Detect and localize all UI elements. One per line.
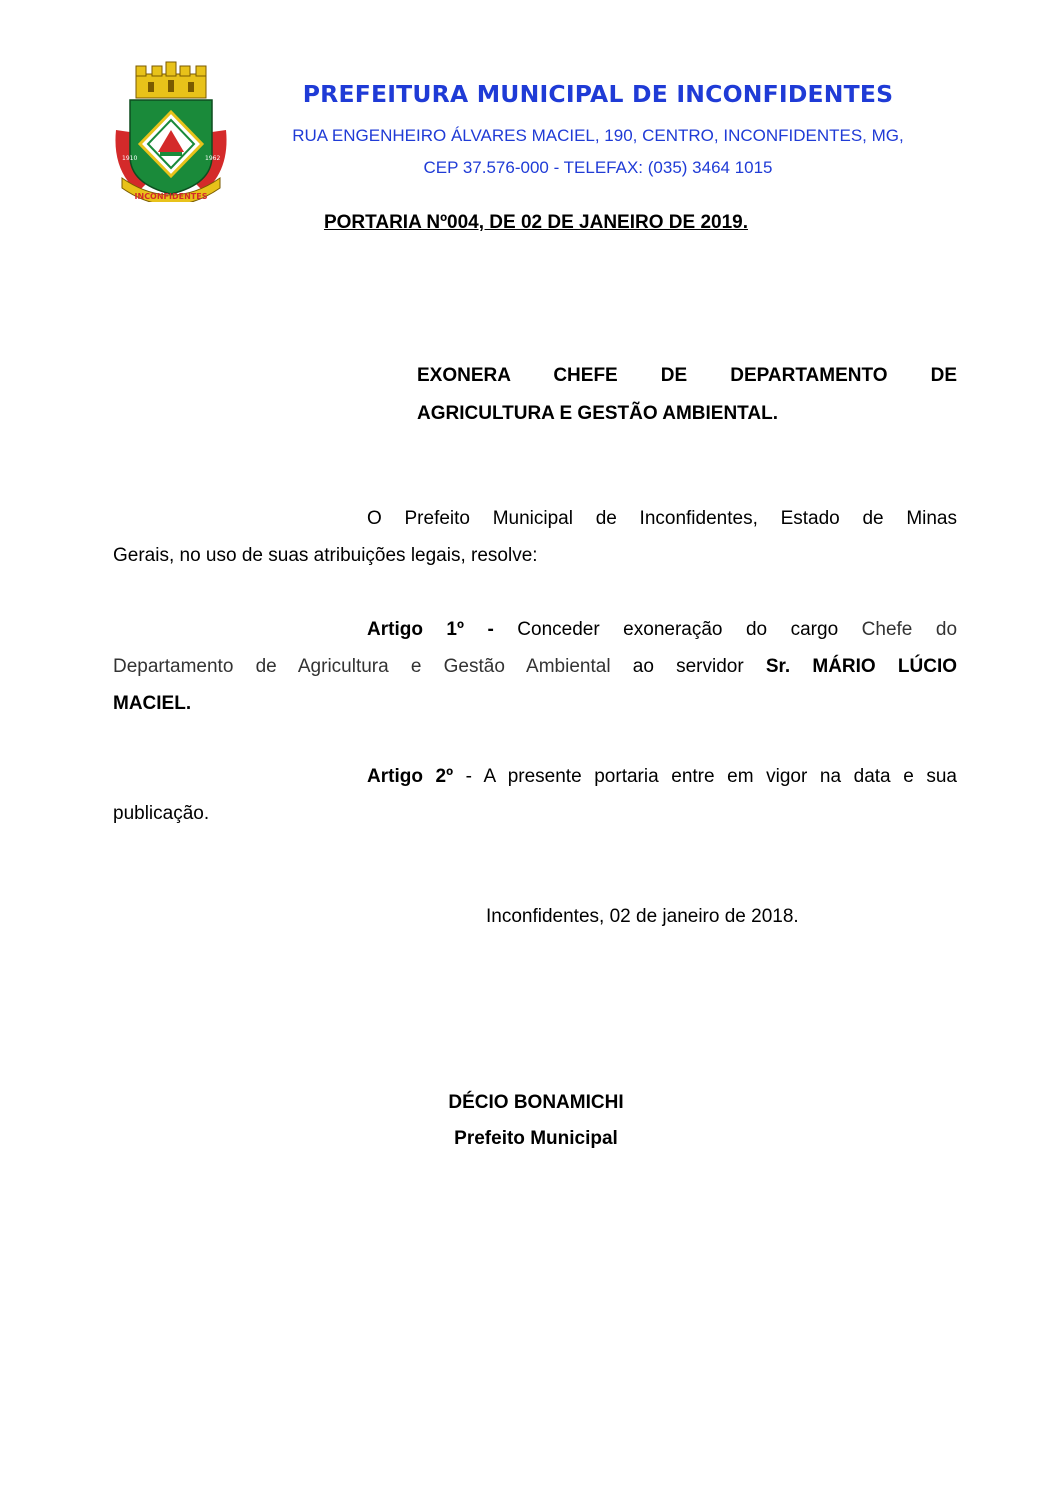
article-1-name-1: Sr. MÁRIO LÚCIO bbox=[765, 656, 957, 677]
crest-year-left: 1910 bbox=[122, 155, 138, 162]
article-1-label: Artigo 1º - bbox=[367, 619, 494, 640]
header-address: RUA ENGENHEIRO ÁLVARES MACIEL, 190, CENTRO, INCONFIDENTES, MG, bbox=[292, 126, 904, 145]
article-1-paragraph bbox=[113, 611, 957, 722]
place-date: Inconfidentes, 02 de janeiro de 2018. bbox=[486, 906, 799, 927]
article-2-paragraph bbox=[113, 758, 957, 832]
header-title: PREFEITURA MUNICIPAL DE INCONFIDENTES bbox=[302, 80, 894, 108]
crest-year-right: 1962 bbox=[205, 155, 221, 162]
article-1-text-1: Conceder exoneração do cargo bbox=[517, 619, 839, 640]
signer-name: DÉCIO BONAMICHI bbox=[448, 1092, 624, 1113]
article-2-text-1: - A presente portaria entre em vigor na data e sua bbox=[465, 766, 957, 787]
preamble-line-2: Gerais, no uso de suas atribuições legais, resolve: bbox=[113, 545, 538, 566]
ementa bbox=[417, 357, 957, 433]
crest-ribbon-text: INCONFIDENTES bbox=[134, 192, 208, 201]
article-2-line-2: publicação. bbox=[113, 803, 210, 824]
article-2-label: Artigo 2º bbox=[367, 766, 454, 787]
article-1-name-2: MACIEL. bbox=[113, 693, 192, 714]
article-1-line-2 bbox=[113, 648, 957, 685]
article-2-line-1 bbox=[113, 758, 957, 795]
preamble-paragraph bbox=[113, 500, 957, 574]
header-cep-phone: CEP 37.576-000 - TELEFAX: (035) 3464 1015 bbox=[423, 158, 773, 177]
portaria-title: PORTARIA Nº004, DE 02 DE JANEIRO DE 2019. bbox=[323, 212, 749, 233]
article-1-line-1 bbox=[113, 611, 957, 648]
preamble-line-1: O Prefeito Municipal de Inconfidentes, Estado de Minas bbox=[367, 508, 957, 529]
article-1-text-4: ao servidor bbox=[632, 656, 744, 677]
ementa-line-2: AGRICULTURA E GESTÃO AMBIENTAL. bbox=[417, 403, 778, 424]
article-1-line-3 bbox=[113, 685, 957, 722]
article-1-text-3: Departamento de Agricultura e Gestão Ambiental bbox=[113, 656, 611, 677]
ementa-line-1: EXONERA CHEFE DE DEPARTAMENTO DE bbox=[417, 365, 957, 386]
article-1-text-2: Chefe do bbox=[861, 619, 958, 640]
municipal-crest-icon bbox=[108, 60, 234, 202]
signer-role: Prefeito Municipal bbox=[454, 1128, 618, 1149]
